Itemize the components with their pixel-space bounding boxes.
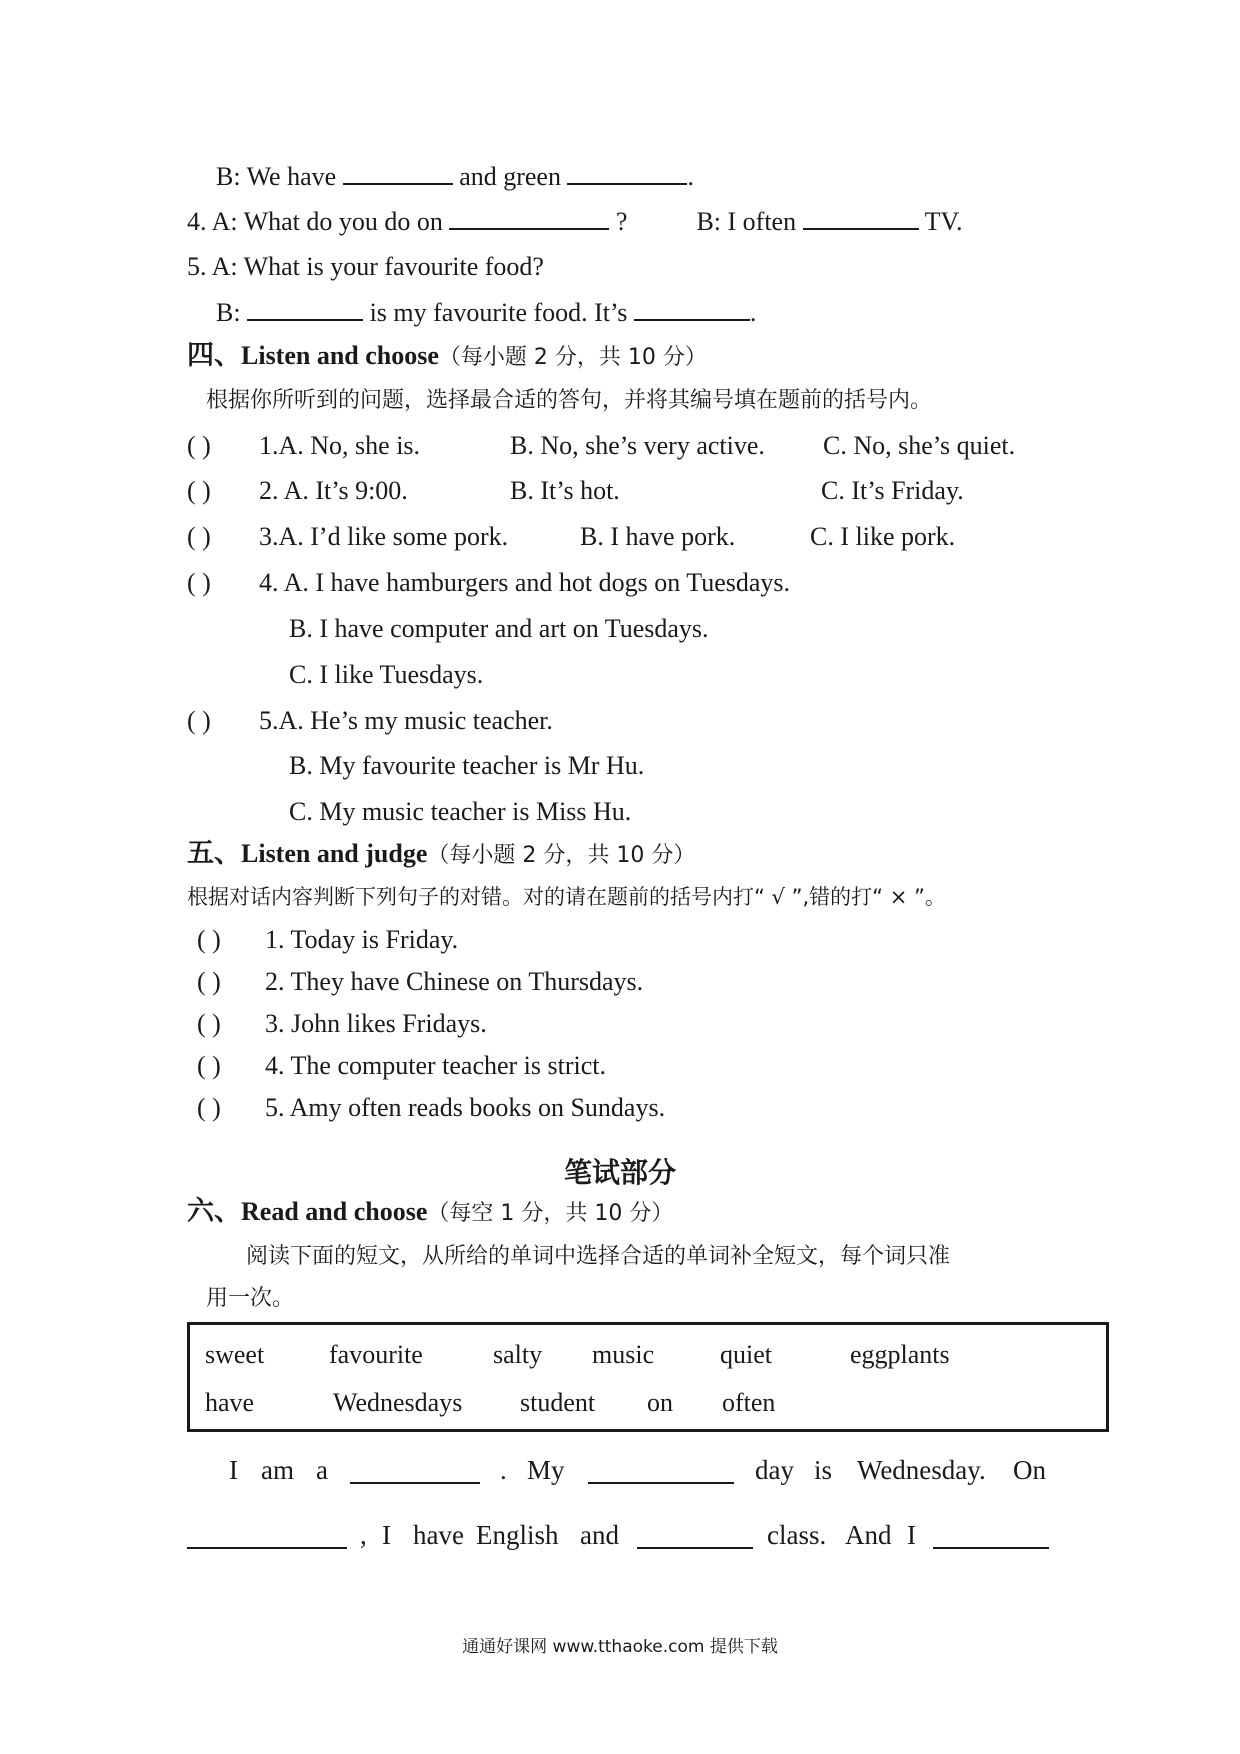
word-bank-word: student [520,1388,596,1417]
para-word: I [382,1520,391,1550]
para-word: English [476,1520,559,1550]
s4-option-c: C. It’s Friday. [821,476,964,505]
q3-b-period: . [687,162,694,191]
s5-item-1 [197,923,459,957]
answer-blank[interactable] [803,206,919,230]
word-bank-word: favourite [329,1340,423,1369]
s5-item-2 [197,965,644,999]
section5-score: （每小题 2 分，共 10 分） [427,843,696,868]
word-bank-word: Wednesdays [333,1388,463,1417]
section6-title: Read and choose [241,1197,428,1226]
q3-b-text2: and green [459,162,561,191]
para-word: And [845,1520,892,1550]
section6-instruction-line1: 阅读下面的短文，从所给的单词中选择合适的单词补全短文，每个词只准 [246,1244,951,1269]
s4-item-5 [187,704,553,738]
answer-paren[interactable]: ( ) [197,1093,221,1122]
answer-paren[interactable]: ( ) [197,1009,221,1038]
answer-blank[interactable] [588,1460,734,1484]
para-word: day [755,1455,794,1485]
s5-statement: 1. Today is Friday. [265,925,459,954]
section4-score: （每小题 2 分，共 10 分） [438,345,707,370]
word-bank-word: music [592,1340,655,1369]
answer-paren[interactable]: ( ) [187,568,211,597]
section4-heading [187,339,707,375]
word-bank-word: sweet [205,1340,265,1369]
para-word: My [527,1455,565,1485]
q5-answer-line [216,296,756,330]
s5-statement: 4. The computer teacher is strict. [265,1051,607,1080]
para-word: is [814,1455,833,1485]
answer-blank[interactable] [247,297,363,321]
answer-paren[interactable]: ( ) [187,476,211,505]
s4-option-a: 1.A. No, she is. [259,431,421,460]
s4-option-a: 5.A. He’s my music teacher. [259,706,553,735]
s4-option-a: 2. A. It’s 9:00. [259,476,408,505]
q4-b-text: B: I often [696,207,797,236]
answer-paren[interactable]: ( ) [197,967,221,996]
section4-instruction: 根据你所听到的问题，选择最合适的答句，并将其编号填在题前的括号内。 [206,388,933,413]
answer-blank[interactable] [449,206,609,230]
para-word: am [261,1455,294,1485]
answer-blank[interactable] [634,297,750,321]
para-word: I [229,1455,238,1485]
word-bank-word: eggplants [850,1340,950,1369]
s5-statement: 2. They have Chinese on Thursdays. [265,967,644,996]
answer-blank[interactable] [350,1460,480,1484]
q5-b-text: is my favourite food. It’s [369,298,628,327]
section6-number: 六、 [187,1196,241,1227]
para-word: . [500,1455,507,1485]
s5-statement: 5. Amy often reads books on Sundays. [265,1093,666,1122]
s4-option-c: C. No, she’s quiet. [823,431,1016,460]
q4-b-end: TV. [924,207,963,236]
s4-item-4 [187,566,791,600]
s4-option-a: 3.A. I’d like some pork. [259,522,509,551]
section6-heading [187,1195,673,1231]
para-word: and [580,1520,619,1550]
q3-b-text: B: We have [216,162,337,191]
page-footer: 通通好课网 www.tthaoke.com 提供下载 [462,1637,778,1657]
word-bank-word: quiet [720,1340,772,1369]
written-part-title: 笔试部分 [563,1156,676,1189]
answer-paren[interactable]: ( ) [187,522,211,551]
s5-statement: 3. John likes Fridays. [265,1009,487,1038]
s4-option-b: B. No, she’s very active. [510,431,765,460]
s4-option-b: B. It’s hot. [510,476,620,505]
para-word: a [316,1455,328,1485]
answer-paren[interactable]: ( ) [197,925,221,954]
para-word: have [413,1520,464,1550]
word-bank-word: on [647,1388,673,1417]
s4-item-1 [187,429,1016,463]
word-bank-word: often [722,1388,776,1417]
s4-item-5-c: C. My music teacher is Miss Hu. [289,797,632,826]
answer-blank[interactable] [343,161,453,185]
q5-a-text: 5. A: What is your favourite food? [187,252,544,281]
q3-answer-line [216,160,694,194]
q4-a-text: 4. A: What do you do on [187,207,443,236]
word-bank-word: have [205,1388,255,1417]
answer-blank[interactable] [637,1525,753,1549]
s4-item-4-b: B. I have computer and art on Tuesdays. [289,614,709,643]
para-word: class. [767,1520,827,1550]
s5-item-5 [197,1091,666,1125]
para-word: On [1013,1455,1046,1485]
section5-number: 五、 [187,838,241,869]
s4-option-c: C. I like pork. [810,522,956,551]
section4-number: 四、 [187,340,241,371]
section5-title: Listen and judge [241,839,428,868]
answer-blank[interactable] [187,1525,347,1549]
answer-paren[interactable]: ( ) [187,431,211,460]
word-bank-box [187,1322,1109,1432]
s4-item-2 [187,474,964,508]
s4-item-3 [187,520,956,554]
answer-paren[interactable]: ( ) [197,1051,221,1080]
s4-item-4-c: C. I like Tuesdays. [289,660,484,689]
section5-heading [187,837,695,873]
s5-item-3 [197,1007,487,1041]
s5-item-4 [197,1049,607,1083]
answer-blank[interactable] [933,1525,1049,1549]
para-word: , [360,1520,367,1550]
q5-b-period: . [749,298,757,327]
q4-line [187,205,962,239]
word-bank-word: salty [493,1340,543,1369]
para-word: I [907,1520,916,1550]
q5-b-label: B: [216,298,241,327]
section6-score: （每空 1 分，共 10 分） [427,1201,674,1226]
answer-blank[interactable] [567,161,687,185]
q5-line [187,250,544,284]
s4-option-a: 4. A. I have hamburgers and hot dogs on Tuesdays. [259,568,791,597]
s4-option-b: B. I have pork. [580,522,736,551]
para-word: Wednesday. [857,1455,986,1485]
q4-question-mark: ? [615,207,628,236]
section4-title: Listen and choose [241,341,439,370]
section5-instruction: 根据对话内容判断下列句子的对错。对的请在题前的括号内打“ √ ”,错的打“ × ”。 [187,885,946,909]
section6-instruction-line2: 用一次。 [206,1286,295,1311]
s4-item-5-b: B. My favourite teacher is Mr Hu. [289,751,645,780]
answer-paren[interactable]: ( ) [187,706,211,735]
